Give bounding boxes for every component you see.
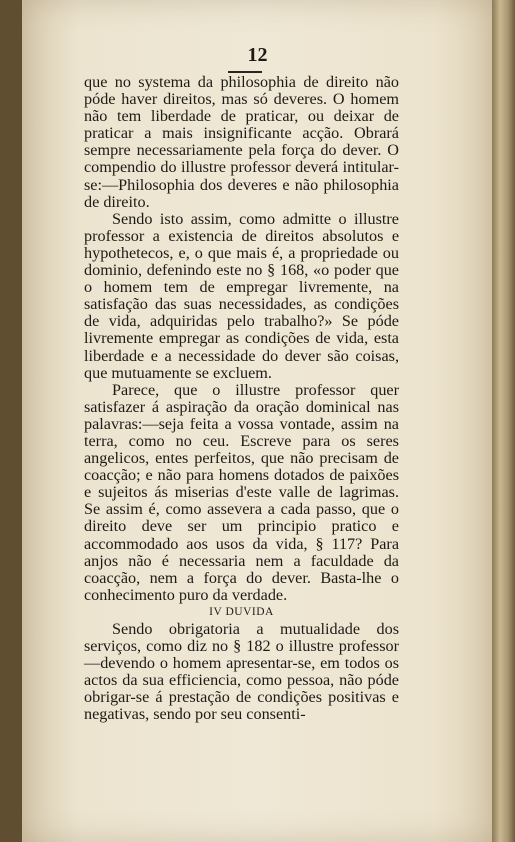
body-text: [84, 74, 399, 724]
page-edge: [492, 0, 515, 842]
page-number: 12: [247, 44, 268, 66]
paragraph-3: Parece, que o illustre professor quer satisfazer á aspiração da oração dominical nas palavras:—seja feita a vossa vontade, assim na terra, como no ceu. Escreve para os seres angelicos, entes perfeitos, que não precisam de coacção; e não para homens dotados de paixões e sujeitos ás miserias d'este valle de lagrimas. Se assim é, como assevera a cada passo, que o direito deve ser um principio pratico e accommodado aos usos da vida, § 117? Para anjos não é necessaria nem a faculdade da coacção, nem a força do dever. Basta-lhe o conhecimento puro da verdade.: [84, 380, 399, 604]
paragraph-4: Sendo obrigatoria a mutualidade dos serviços, como diz no § 182 o illustre professor—devendo o homem apresentar-se, em todos os actos da sua efficiencia, como pessoa, não póde obrigar-se á prestação de condições positivas e negativas, sendo por seu consenti-: [84, 620, 399, 724]
paragraph-2: Sendo isto assim, como admitte o illustre professor a existencia de direitos absolutos e hypothetecos, e, o que mais é, a propriedade ou dominio, defenindo este no § 168, «o poder que o homem tem de empregar livremente, na satisfação das suas necessidades, as condições de vida, adquiridas pelo trabalho?» Se póde livremente empregar as condições de vida, esta liberdade e a necessidade do dever são coisas, que mutuamente se excluem.: [84, 209, 399, 382]
paragraph-1: que no systema da philosophia de direito não póde haver direitos, mas só deveres. O homem não tem liberdade de praticar, ou deixar de praticar a mais insignificante acção. Obrará sempre necessariamente pela força do dever. O compendio do illustre professor deverá intitular-se:—Philosophia dos deveres e não philosophia de direito.: [84, 73, 399, 211]
section-heading: IV DUVIDA: [209, 605, 274, 618]
